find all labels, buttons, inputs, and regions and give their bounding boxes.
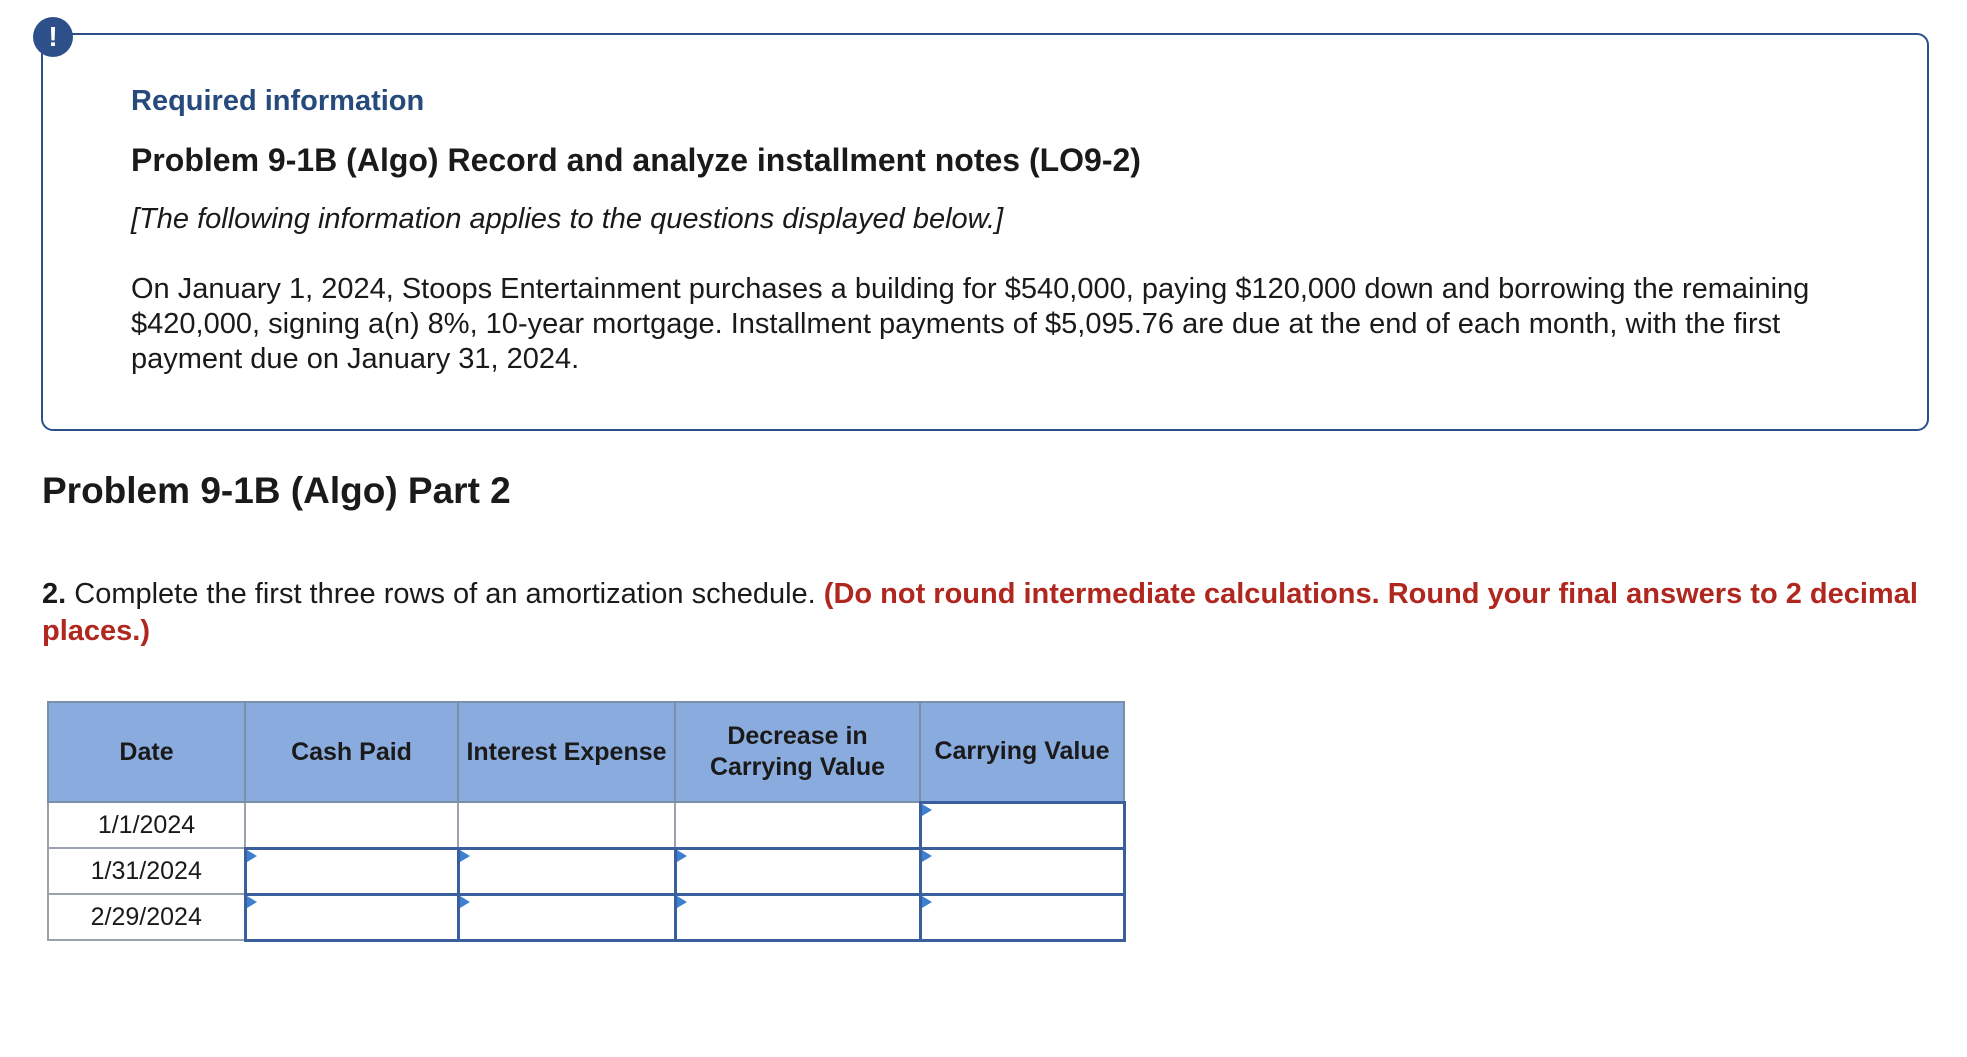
alert-icon <box>33 17 73 57</box>
header-decrease-carrying-value: Decrease in Carrying Value <box>675 702 920 802</box>
question-body: Complete the first three rows of an amortization schedule. <box>66 578 824 610</box>
row-date: 2/29/2024 <box>48 894 245 940</box>
table-row <box>48 894 1124 940</box>
part-title: Problem 9-1B (Algo) Part 2 <box>42 470 511 511</box>
carrying-value-cell <box>920 848 1124 894</box>
interest-expense-input[interactable] <box>460 896 674 939</box>
cash-paid-cell <box>245 848 458 894</box>
question-text <box>42 576 1932 650</box>
required-info-heading: Required information <box>131 85 425 117</box>
row-date: 1/1/2024 <box>48 802 245 848</box>
problem-title: Problem 9-1B (Algo) Record and analyze installment notes (LO9-2) <box>131 142 1141 178</box>
empty-cell <box>245 802 458 848</box>
cash-paid-cell <box>245 894 458 940</box>
decrease-cell <box>675 894 920 940</box>
decrease-carrying-value-input[interactable] <box>677 896 919 939</box>
carrying-value-cell <box>920 894 1124 940</box>
decrease-cell <box>675 848 920 894</box>
header-date: Date <box>48 702 245 802</box>
applies-note: [The following information applies to the questions displayed below.] <box>131 203 1004 235</box>
interest-expense-cell <box>458 848 675 894</box>
carrying-value-input[interactable] <box>922 850 1123 893</box>
scenario-text: On January 1, 2024, Stoops Entertainment purchases a building for $540,000, paying $120,000 down and borrowing the remaining $420,000, signing a(n) 8%, 10-year mortgage. Installment payments of $5,095.76 are due at the end of each month, with the first payment due on January 31, 2024. <box>131 273 1810 375</box>
question-instruction: (Do not round intermediate calculations. Round your final answers to 2 decimal places.) <box>42 578 1918 647</box>
alert-symbol: ! <box>48 21 58 52</box>
carrying-value-cell <box>920 802 1124 848</box>
decrease-carrying-value-input[interactable] <box>677 850 919 893</box>
question-number: 2. <box>42 578 67 610</box>
empty-cell <box>458 802 675 848</box>
row-date: 1/31/2024 <box>48 848 245 894</box>
required-info-box <box>41 33 1929 431</box>
header-interest-expense: Interest Expense <box>458 702 675 802</box>
header-cash-paid: Cash Paid <box>245 702 458 802</box>
interest-expense-cell <box>458 894 675 940</box>
table-row <box>48 848 1124 894</box>
cash-paid-input[interactable] <box>247 896 457 939</box>
interest-expense-input[interactable] <box>460 850 674 893</box>
carrying-value-input[interactable] <box>922 804 1123 847</box>
cash-paid-input[interactable] <box>247 850 457 893</box>
table-header-row <box>48 702 1124 802</box>
table-row <box>48 802 1124 848</box>
empty-cell <box>675 802 920 848</box>
header-carrying-value: Carrying Value <box>920 702 1124 802</box>
amortization-table <box>47 701 1126 942</box>
carrying-value-input[interactable] <box>922 896 1123 939</box>
